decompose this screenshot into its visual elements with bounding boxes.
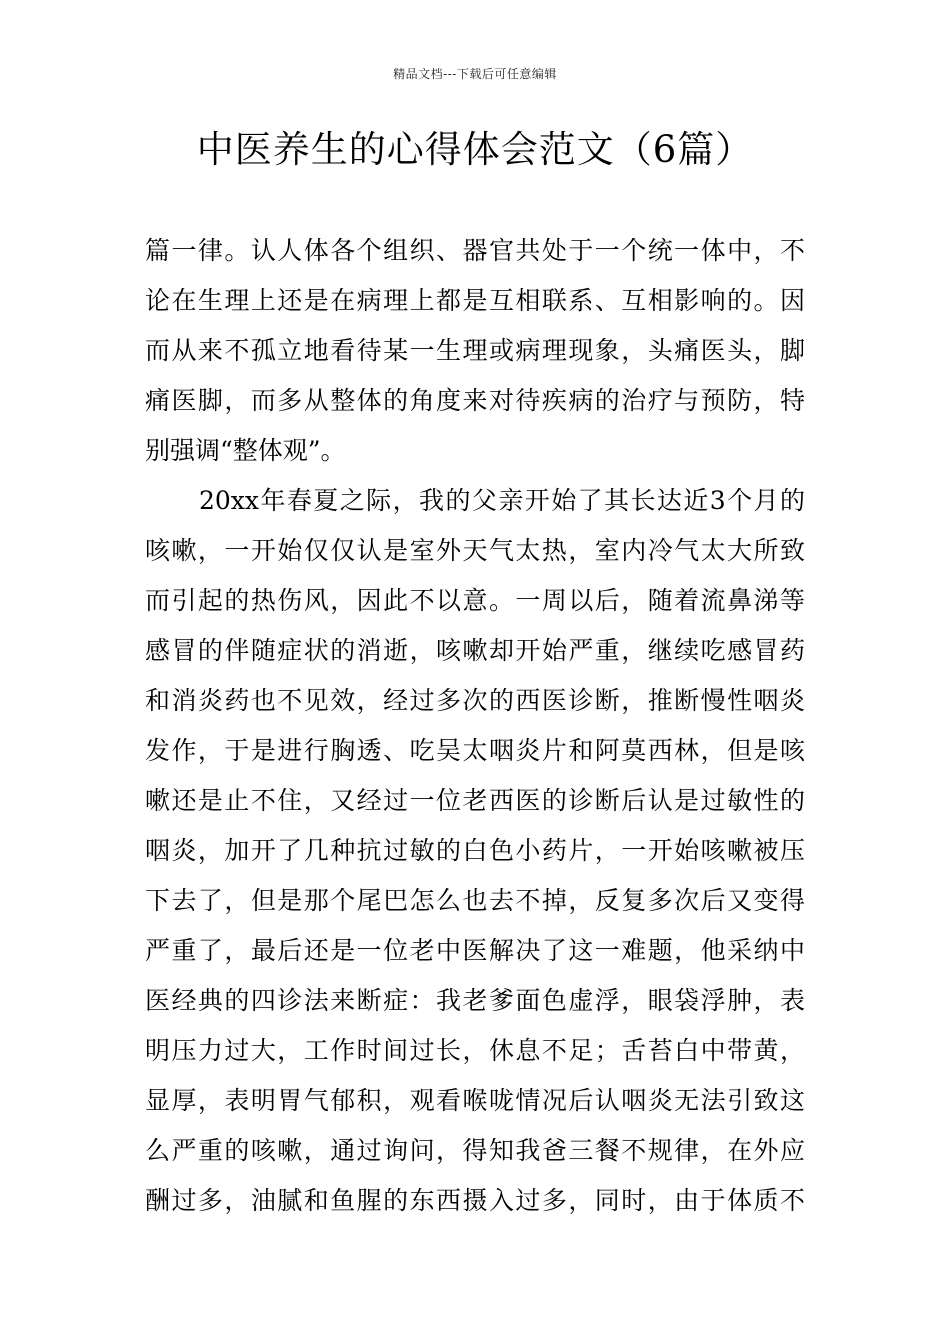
body-line: 感冒的伴随症状的消逝，咳嗽却开始严重，继续吃感冒药 [145, 636, 805, 665]
body-line: 咽炎，加开了几种抗过敏的白色小药片，一开始咳嗽被压 [145, 836, 805, 865]
body-line: 篇一律。认人体各个组织、器官共处于一个统一体中，不 [145, 236, 805, 265]
paragraph-first-line: 20xx年春夏之际，我的父亲开始了其长达近3个月的 [199, 486, 805, 515]
body-line: 严重了，最后还是一位老中医解决了这一难题，他采纳中 [145, 936, 805, 965]
body-line: 酬过多，油腻和鱼腥的东西摄入过多，同时，由于体质不 [145, 1186, 805, 1215]
body-line: 论在生理上还是在病理上都是互相联系、互相影响的。因 [145, 286, 805, 315]
body-line: 显厚，表明胃气郁积，观看喉咙情况后认咽炎无法引致这 [145, 1086, 805, 1115]
body-line: 发作，于是进行胸透、吃吴太咽炎片和阿莫西林，但是咳 [145, 736, 805, 765]
body-line: 和消炎药也不见效，经过多次的西医诊断，推断慢性咽炎 [145, 686, 805, 715]
body-line: 而引起的热伤风，因此不以意。一周以后，随着流鼻涕等 [145, 586, 805, 615]
body-line: 嗽还是止不住，又经过一位老西医的诊断后认是过敏性的 [145, 786, 805, 815]
body-line: 么严重的咳嗽，通过询问，得知我爸三餐不规律，在外应 [145, 1136, 805, 1165]
body-line: 别强调“整体观”。 [145, 436, 346, 465]
document-title: 中医养生的心得体会范文（6篇） [196, 128, 754, 171]
body-line: 下去了，但是那个尾巴怎么也去不掉，反复多次后又变得 [145, 886, 805, 915]
body-line: 明压力过大，工作时间过长，休息不足；舌苔白中带黄， [145, 1036, 805, 1065]
body-line: 痛医脚，而多从整体的角度来对待疾病的治疗与预防，特 [145, 386, 805, 415]
body-line: 而从来不孤立地看待某一生理或病理现象，头痛医头，脚 [145, 336, 805, 365]
header-note: 精品文档---下载后可任意编辑 [393, 67, 557, 81]
body-line: 咳嗽，一开始仅仅认是室外天气太热，室内冷气太大所致 [145, 536, 805, 565]
body-line: 医经典的四诊法来断症：我老爹面色虚浮，眼袋浮肿，表 [145, 986, 805, 1015]
